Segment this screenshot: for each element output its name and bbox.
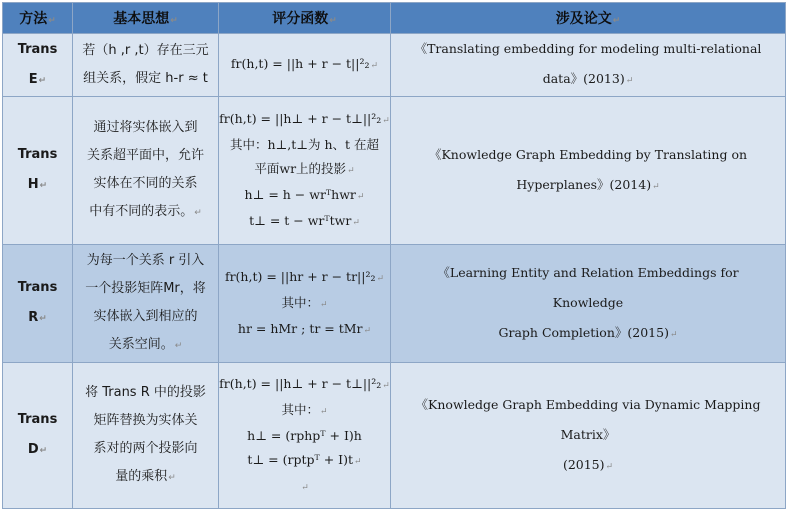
paper-cell: 《Knowledge Graph Embedding via Dynamic Mapping Matrix》 (2015)↵ [391, 363, 786, 509]
idea-cell: 为每一个关系 r 引入 一个投影矩阵Mr，将 实体嵌入到相应的 关系空间。↵ [73, 245, 219, 363]
method-cell: Trans E↵ [3, 34, 73, 97]
header-score: 评分函数↵ [219, 3, 391, 34]
idea-cell: 若（h ,r ,t）存在三元 组关系，假定 h-r ≈ t [73, 34, 219, 97]
score-function-cell: fr(h,t) = ||hr + r − tr||²₂↵ 其中：↵ hr = hMr ; tr = tMr↵ [219, 245, 391, 363]
method-cell: Trans D↵ [3, 363, 73, 509]
paper-cell: 《Knowledge Graph Embedding by Translating on Hyperplanes》(2014)↵ [391, 97, 786, 245]
score-function-cell: fr(h,t) = ||h⊥ + r − t⊥||²₂↵ 其中：↵ h⊥ = (rphpᵀ + I)h t⊥ = (rptpᵀ + I)t↵ ↵ [219, 363, 391, 509]
paper-cell: 《Translating embedding for modeling multi-relational data》(2013)↵ [391, 34, 786, 97]
score-function-cell: fr(h,t) = ||h⊥ + r − t⊥||²₂↵ 其中：h⊥,t⊥为 h、t 在超 平面wr上的投影↵ h⊥ = h − wrᵀhwr↵ t⊥ = t − wrᵀtwr↵ [219, 97, 391, 245]
table-row-transe [3, 34, 786, 97]
table-row-transr [3, 245, 786, 363]
table-row-transd [3, 363, 786, 509]
comparison-table-container [2, 2, 785, 506]
header-paper: 涉及论文↵ [391, 3, 786, 34]
header-idea: 基本思想↵ [73, 3, 219, 34]
idea-cell: 将 Trans R 中的投影 矩阵替换为实体关 系对的两个投影向 量的乘积↵ [73, 363, 219, 509]
score-function-cell: fr(h,t) = ||h + r − t||²₂↵ [219, 34, 391, 97]
table-row-transh [3, 97, 786, 245]
table-header-row [3, 3, 786, 34]
paper-cell: 《Learning Entity and Relation Embeddings for Knowledge Graph Completion》(2015)↵ [391, 245, 786, 363]
method-cell: Trans H↵ [3, 97, 73, 245]
header-method: 方法↵ [3, 3, 73, 34]
idea-cell: 通过将实体嵌入到 关系超平面中，允许 实体在不同的关系 中有不同的表示。↵ [73, 97, 219, 245]
transe-family-comparison-table [2, 2, 786, 509]
method-cell: Trans R↵ [3, 245, 73, 363]
